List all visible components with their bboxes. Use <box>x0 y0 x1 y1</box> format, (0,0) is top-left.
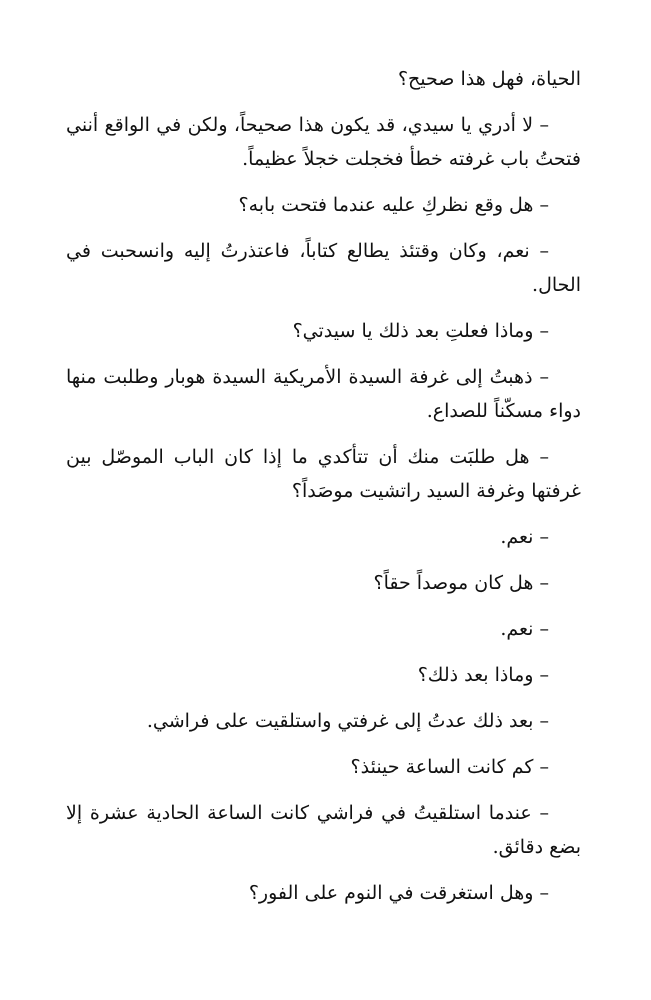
paragraph-5: – وماذا فعلتِ بعد ذلك يا سيدتي؟ <box>292 320 549 342</box>
paragraph-15: – وهل استغرقت في النوم على الفور؟ <box>248 882 549 904</box>
paragraph-2: – لا أدري يا سيدي، قد يكون هذا صحيحاً، ولكن في الواقع أنني فتحتُ باب غرفته خطأ فخجلت خجلاً عظيماً. <box>66 114 581 170</box>
paragraph-7: – هل طلبَت منك أن تتأكدي ما إذا كان الباب الموصّل بين غرفتها وغرفة السيد راتشيت موصَداً؟ <box>66 446 581 502</box>
paragraph-6: – ذهبتُ إلى غرفة السيدة الأمريكية السيدة هوبار وطلبت منها دواء مسكّناً للصداع. <box>66 366 581 422</box>
paragraph-11: – وماذا بعد ذلك؟ <box>417 664 549 686</box>
paragraph-8: – نعم. <box>500 526 549 548</box>
paragraph-3: – هل وقع نظركِ عليه عندما فتحت بابه؟ <box>238 194 549 216</box>
paragraph-12: – بعد ذلك عدتُ إلى غرفتي واستلقيت على فراشي. <box>146 710 549 732</box>
paragraph-13: – كم كانت الساعة حينئذ؟ <box>350 756 549 778</box>
paragraph-10: – نعم. <box>500 618 549 640</box>
paragraph-14: – عندما استلقيتُ في فراشي كانت الساعة الحادية عشرة إلا بضع دقائق. <box>66 802 581 858</box>
paragraph-1: الحياة، فهل هذا صحيح؟ <box>397 68 581 90</box>
paragraph-4: – نعم، وكان وقتئذ يطالع كتاباً، فاعتذرتُ إليه وانسحبت في الحال. <box>66 240 581 296</box>
paragraph-9: – هل كان موصداً حقاً؟ <box>373 572 549 594</box>
